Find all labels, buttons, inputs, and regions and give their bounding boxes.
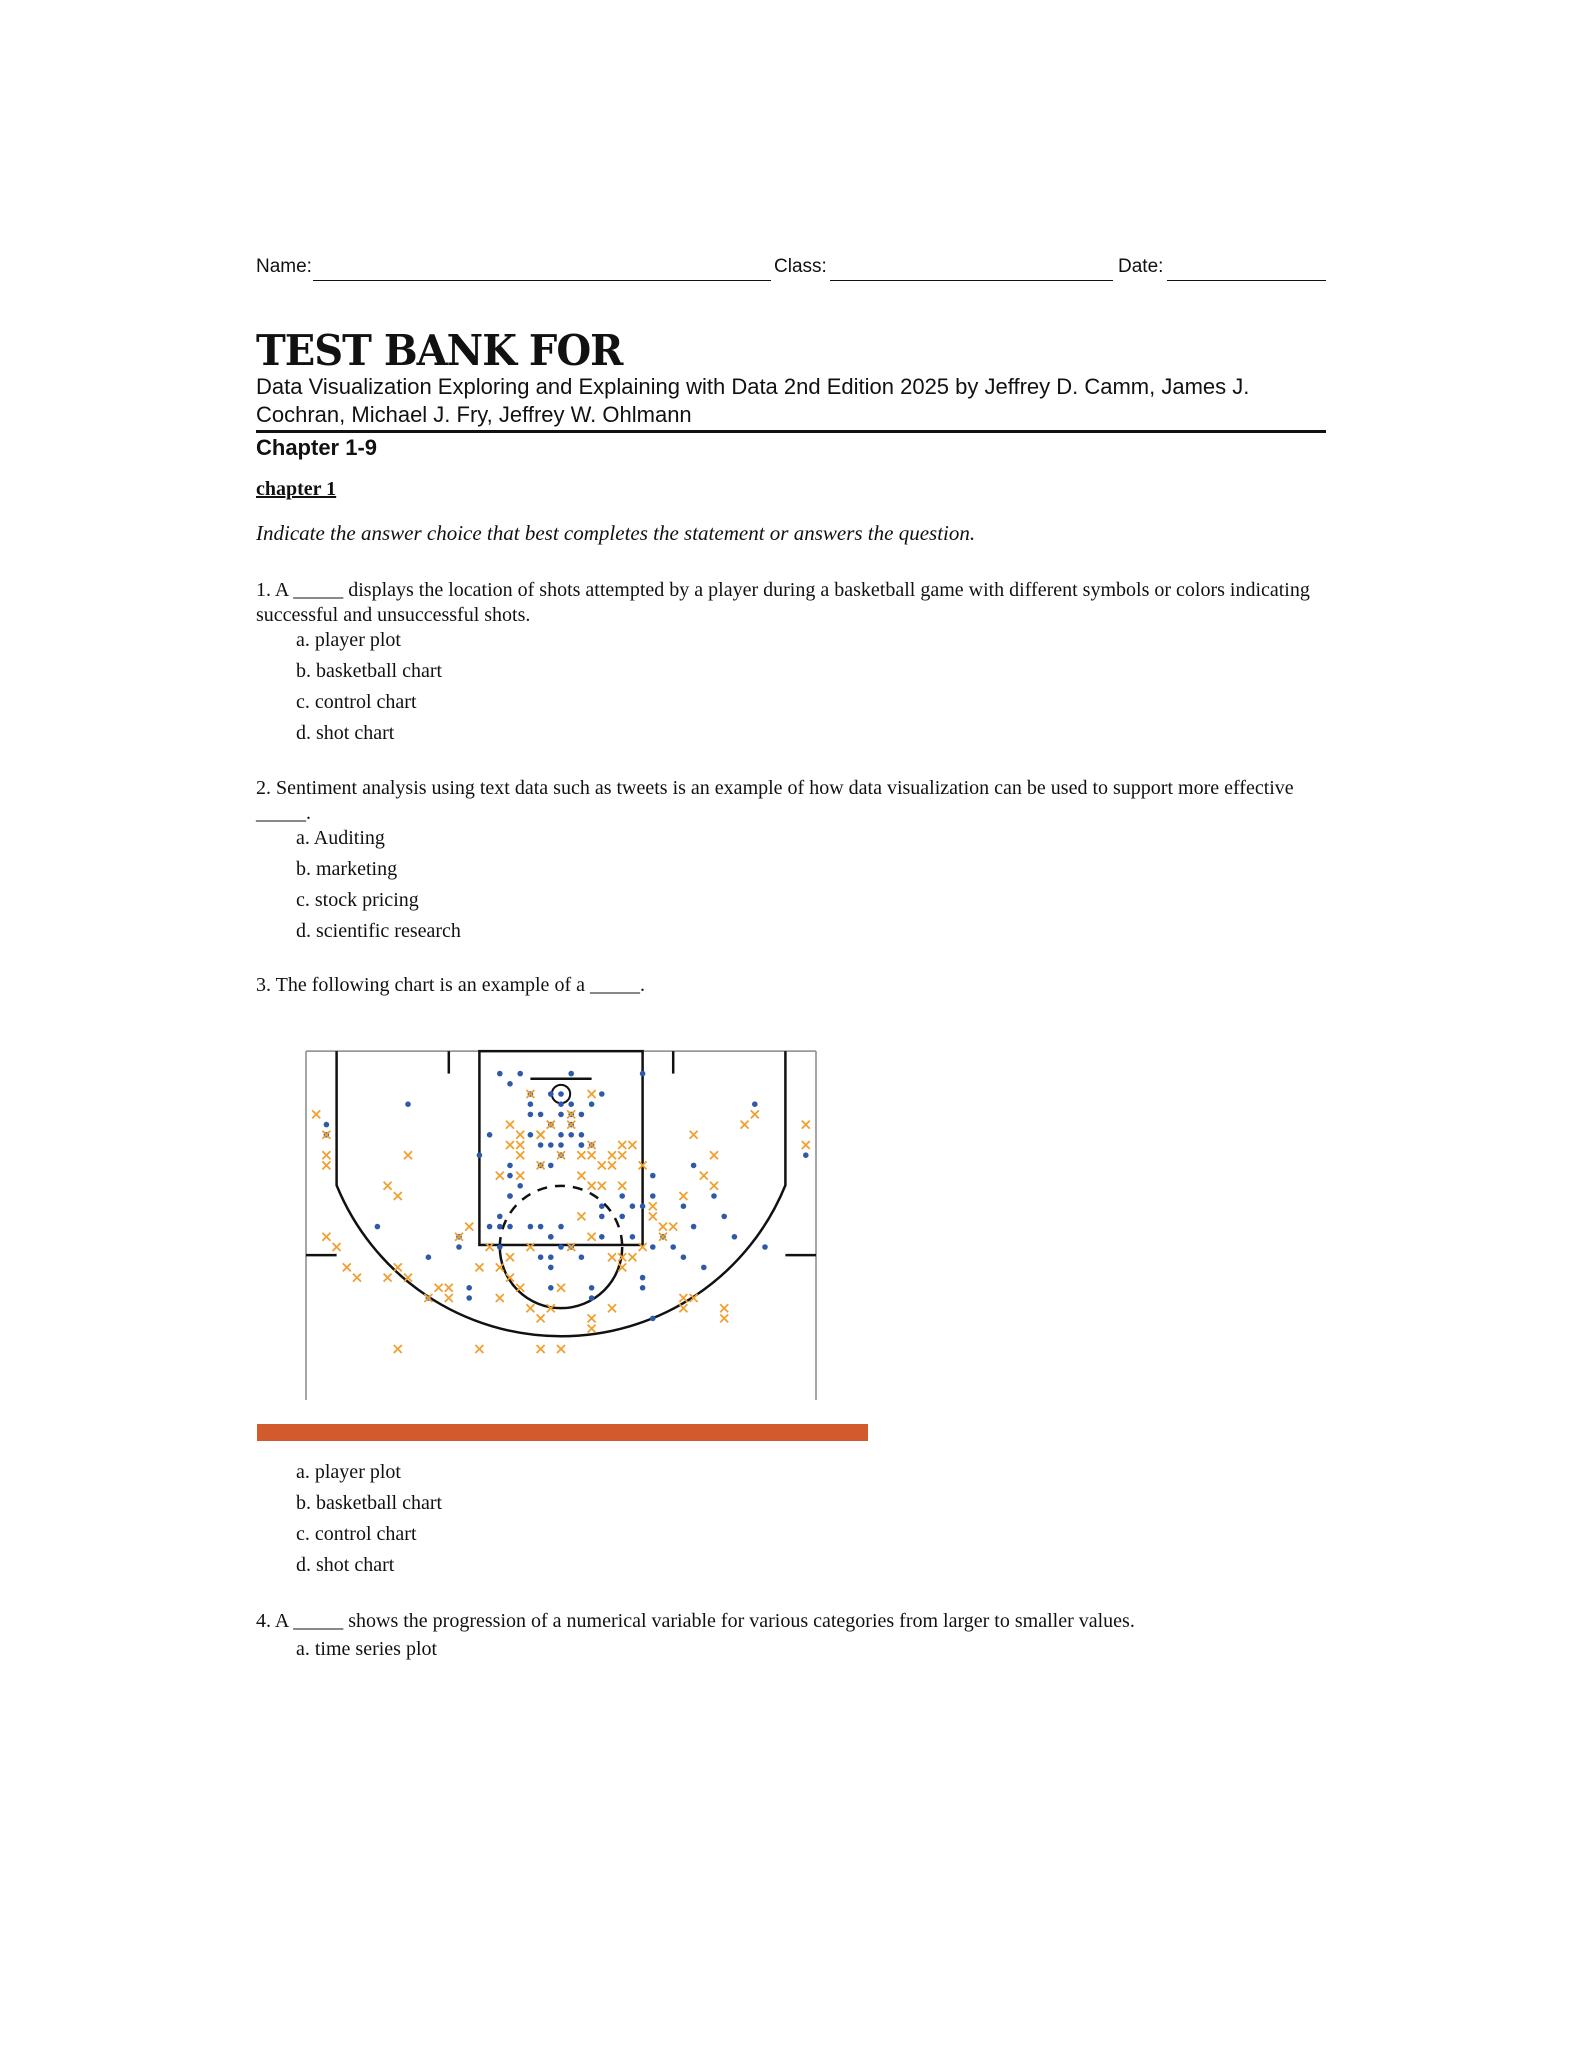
made-shot-point bbox=[497, 1224, 503, 1230]
made-shot-point bbox=[456, 1244, 462, 1250]
made-shot-point bbox=[558, 1101, 564, 1107]
made-shot-point bbox=[558, 1244, 564, 1250]
made-shot-point bbox=[691, 1163, 697, 1169]
made-shot-point bbox=[507, 1081, 513, 1087]
instructions: Indicate the answer choice that best completes the statement or answers the question. bbox=[256, 521, 976, 545]
made-shot-point bbox=[619, 1214, 625, 1220]
missed-shot-point bbox=[322, 1233, 330, 1241]
missed-shot-point bbox=[598, 1182, 606, 1190]
made-shot-point bbox=[762, 1244, 768, 1250]
made-shot-point bbox=[589, 1295, 595, 1301]
missed-shot-point bbox=[618, 1151, 626, 1159]
made-shot-point bbox=[650, 1173, 656, 1179]
made-shot-point bbox=[497, 1244, 503, 1250]
missed-shot-point bbox=[720, 1304, 728, 1312]
missed-shot-point bbox=[628, 1253, 636, 1261]
missed-shot-point bbox=[690, 1131, 698, 1139]
missed-shot-point bbox=[608, 1161, 616, 1169]
made-shot-point bbox=[640, 1285, 646, 1291]
missed-shot-point bbox=[557, 1345, 565, 1353]
made-shot-point bbox=[640, 1275, 646, 1281]
q2-option-d[interactable]: d. scientific research bbox=[296, 920, 461, 942]
made-shot-point bbox=[589, 1285, 595, 1291]
missed-shot-point bbox=[445, 1284, 453, 1292]
missed-shot-point bbox=[322, 1151, 330, 1159]
made-shot-point bbox=[711, 1193, 717, 1199]
missed-shot-point bbox=[679, 1294, 687, 1302]
question-2: 2. Sentiment analysis using text data such as tweets is an example of how data visualization can be used to support more effective _____. bbox=[256, 777, 1294, 824]
missed-shot-point bbox=[537, 1345, 545, 1353]
made-shot-point bbox=[732, 1234, 738, 1240]
made-shot-point bbox=[405, 1101, 411, 1107]
chart-caption-bar bbox=[257, 1424, 868, 1441]
made-shot-point bbox=[558, 1112, 564, 1118]
section-heading: chapter 1 bbox=[256, 478, 337, 500]
made-shot-point bbox=[599, 1234, 605, 1240]
made-shot-point bbox=[538, 1112, 544, 1118]
q1-option-c[interactable]: c. control chart bbox=[296, 691, 417, 713]
missed-shot-point bbox=[384, 1182, 392, 1190]
missed-shot-point bbox=[322, 1161, 330, 1169]
q3-option-b[interactable]: b. basketball chart bbox=[296, 1492, 443, 1514]
made-shot-point bbox=[670, 1244, 676, 1250]
missed-shot-point bbox=[516, 1131, 524, 1139]
missed-shot-point bbox=[516, 1151, 524, 1159]
made-shot-point bbox=[640, 1071, 646, 1077]
missed-shot-point bbox=[312, 1110, 320, 1118]
made-shot-point bbox=[650, 1316, 656, 1322]
missed-shot-point bbox=[628, 1141, 636, 1149]
missed-shot-point bbox=[353, 1274, 361, 1282]
made-shot-point bbox=[528, 1112, 534, 1118]
made-shot-point bbox=[487, 1132, 493, 1138]
made-shot-point bbox=[548, 1142, 554, 1148]
question-4: 4. A _____ shows the progression of a numerical variable for various categories from larger to smaller values. bbox=[256, 1610, 1135, 1632]
missed-shot-point bbox=[618, 1141, 626, 1149]
page-title: TEST BANK FOR bbox=[256, 326, 623, 376]
made-shot-point bbox=[507, 1193, 513, 1199]
missed-shot-point bbox=[598, 1161, 606, 1169]
date-label: Date: bbox=[1118, 256, 1164, 277]
made-shot-point bbox=[681, 1203, 687, 1209]
missed-shot-point bbox=[649, 1212, 657, 1220]
made-shot-point bbox=[466, 1295, 472, 1301]
made-shot-point bbox=[568, 1101, 574, 1107]
question-3: 3. The following chart is an example of a _____. bbox=[256, 974, 645, 996]
q4-option-a[interactable]: a. time series plot bbox=[296, 1638, 438, 1660]
made-shot-point bbox=[579, 1132, 585, 1138]
missed-shot-point bbox=[802, 1121, 810, 1129]
made-shot-point bbox=[558, 1142, 564, 1148]
made-shot-point bbox=[548, 1254, 554, 1260]
q1-option-b[interactable]: b. basketball chart bbox=[296, 660, 443, 682]
missed-shot-point bbox=[496, 1294, 504, 1302]
made-shot-point bbox=[803, 1152, 809, 1158]
made-shot-point bbox=[487, 1224, 493, 1230]
missed-shot-point bbox=[710, 1182, 718, 1190]
made-shot-point bbox=[681, 1254, 687, 1260]
missed-shot-point bbox=[700, 1172, 708, 1180]
made-shot-point bbox=[538, 1224, 544, 1230]
shot-chart-svg bbox=[256, 1036, 868, 1444]
missed-shot-point bbox=[608, 1253, 616, 1261]
made-shot-point bbox=[579, 1112, 585, 1118]
q3-option-a[interactable]: a. player plot bbox=[296, 1461, 401, 1483]
q3-option-d[interactable]: d. shot chart bbox=[296, 1554, 395, 1576]
missed-shot-point bbox=[516, 1284, 524, 1292]
made-shot-point bbox=[538, 1254, 544, 1260]
chapter-range: Chapter 1-9 bbox=[256, 435, 378, 460]
missed-shot-point bbox=[496, 1172, 504, 1180]
made-shot-point bbox=[568, 1132, 574, 1138]
class-field[interactable] bbox=[830, 280, 1113, 281]
made-shot-point bbox=[701, 1265, 707, 1271]
made-shot-point bbox=[528, 1132, 534, 1138]
missed-shot-point bbox=[394, 1345, 402, 1353]
made-shot-point bbox=[579, 1142, 585, 1148]
made-shot-point bbox=[640, 1203, 646, 1209]
made-shot-point bbox=[477, 1152, 483, 1158]
title-divider bbox=[256, 430, 1326, 433]
missed-shot-point bbox=[802, 1141, 810, 1149]
missed-shot-point bbox=[751, 1110, 759, 1118]
made-shot-point bbox=[497, 1071, 503, 1077]
missed-shot-point bbox=[537, 1131, 545, 1139]
missed-shot-point bbox=[577, 1151, 585, 1159]
made-shot-point bbox=[558, 1091, 564, 1097]
made-shot-point bbox=[721, 1214, 727, 1220]
missed-shot-point bbox=[588, 1090, 596, 1098]
missed-shot-point bbox=[516, 1141, 524, 1149]
missed-shot-point bbox=[465, 1223, 473, 1231]
made-shot-point bbox=[630, 1203, 636, 1209]
made-shot-point bbox=[599, 1203, 605, 1209]
missed-shot-point bbox=[557, 1284, 565, 1292]
missed-shot-point bbox=[720, 1314, 728, 1322]
q1-option-d[interactable]: d. shot chart bbox=[296, 722, 395, 744]
missed-shot-point bbox=[475, 1263, 483, 1271]
made-shot-point bbox=[691, 1224, 697, 1230]
free-throw-circle bbox=[500, 1247, 622, 1308]
missed-shot-point bbox=[445, 1294, 453, 1302]
missed-shot-point bbox=[384, 1274, 392, 1282]
q2-option-a[interactable]: a. Auditing bbox=[296, 827, 385, 849]
name-field[interactable] bbox=[313, 280, 771, 281]
missed-shot-point bbox=[608, 1151, 616, 1159]
book-subtitle: Data Visualization Exploring and Explaining with Data 2nd Edition 2025 by Jeffrey D. Camm, James J. Cochran, Michael J. Fry, Jeffrey W. Ohlmann bbox=[256, 374, 1250, 427]
missed-shot-point bbox=[649, 1202, 657, 1210]
q2-option-b[interactable]: b. marketing bbox=[296, 858, 398, 880]
made-shot-point bbox=[528, 1101, 534, 1107]
made-shot-point bbox=[324, 1122, 330, 1128]
made-shot-point bbox=[589, 1101, 595, 1107]
made-shot-point bbox=[630, 1234, 636, 1240]
missed-shot-point bbox=[577, 1212, 585, 1220]
made-shot-point bbox=[375, 1224, 381, 1230]
made-shot-point bbox=[538, 1142, 544, 1148]
made-shot-point bbox=[752, 1101, 758, 1107]
missed-shot-point bbox=[588, 1314, 596, 1322]
missed-shot-point bbox=[333, 1243, 341, 1251]
made-shot-point bbox=[528, 1224, 534, 1230]
missed-shot-point bbox=[435, 1284, 443, 1292]
made-shot-point bbox=[507, 1224, 513, 1230]
name-label: Name: bbox=[256, 256, 312, 277]
date-field[interactable] bbox=[1167, 280, 1326, 281]
missed-shot-point bbox=[588, 1325, 596, 1333]
missed-shot-point bbox=[506, 1121, 514, 1129]
question-1: 1. A _____ displays the location of shots attempted by a player during a basketball game with different symbols or colors indicating successful and unsuccessful shots. bbox=[256, 579, 1310, 626]
made-shot-point bbox=[507, 1163, 513, 1169]
made-shot-point bbox=[619, 1193, 625, 1199]
missed-shot-point bbox=[659, 1223, 667, 1231]
missed-shot-point bbox=[526, 1304, 534, 1312]
made-shot-point bbox=[548, 1285, 554, 1291]
missed-shot-point bbox=[516, 1172, 524, 1180]
missed-shot-point bbox=[588, 1182, 596, 1190]
missed-shot-point bbox=[679, 1304, 687, 1312]
made-shot-point bbox=[650, 1193, 656, 1199]
made-shot-point bbox=[650, 1244, 656, 1250]
missed-shot-point bbox=[506, 1253, 514, 1261]
q2-option-c[interactable]: c. stock pricing bbox=[296, 889, 419, 911]
made-shot-point bbox=[548, 1163, 554, 1169]
made-shot-point bbox=[497, 1214, 503, 1220]
made-shot-point bbox=[568, 1071, 574, 1077]
missed-shot-point bbox=[608, 1304, 616, 1312]
missed-shot-point bbox=[679, 1192, 687, 1200]
made-shot-point bbox=[599, 1091, 605, 1097]
q3-option-c[interactable]: c. control chart bbox=[296, 1523, 417, 1545]
missed-shot-point bbox=[577, 1172, 585, 1180]
made-shot-point bbox=[426, 1254, 432, 1260]
missed-shot-point bbox=[404, 1151, 412, 1159]
made-shot-point bbox=[517, 1071, 523, 1077]
missed-shot-point bbox=[588, 1151, 596, 1159]
missed-shot-point bbox=[394, 1263, 402, 1271]
made-shot-point bbox=[548, 1265, 554, 1271]
missed-shot-point bbox=[506, 1141, 514, 1149]
q1-option-a[interactable]: a. player plot bbox=[296, 629, 401, 651]
made-shot-point bbox=[579, 1254, 585, 1260]
made-shot-point bbox=[558, 1224, 564, 1230]
made-shot-point bbox=[558, 1132, 564, 1138]
made-shot-point bbox=[507, 1173, 513, 1179]
missed-shot-point bbox=[669, 1223, 677, 1231]
missed-shot-point bbox=[343, 1263, 351, 1271]
missed-shot-point bbox=[741, 1121, 749, 1129]
missed-shot-point bbox=[475, 1345, 483, 1353]
header-row bbox=[256, 256, 1326, 286]
made-shot-point bbox=[599, 1214, 605, 1220]
made-shot-point bbox=[548, 1091, 554, 1097]
shot-chart bbox=[256, 1036, 868, 1444]
missed-shot-point bbox=[710, 1151, 718, 1159]
missed-shot-point bbox=[537, 1314, 545, 1322]
made-shot-point bbox=[548, 1234, 554, 1240]
missed-shot-point bbox=[618, 1182, 626, 1190]
made-shot-point bbox=[517, 1183, 523, 1189]
class-label: Class: bbox=[774, 256, 827, 277]
missed-shot-point bbox=[588, 1233, 596, 1241]
made-shot-point bbox=[466, 1285, 472, 1291]
missed-shot-point bbox=[394, 1192, 402, 1200]
